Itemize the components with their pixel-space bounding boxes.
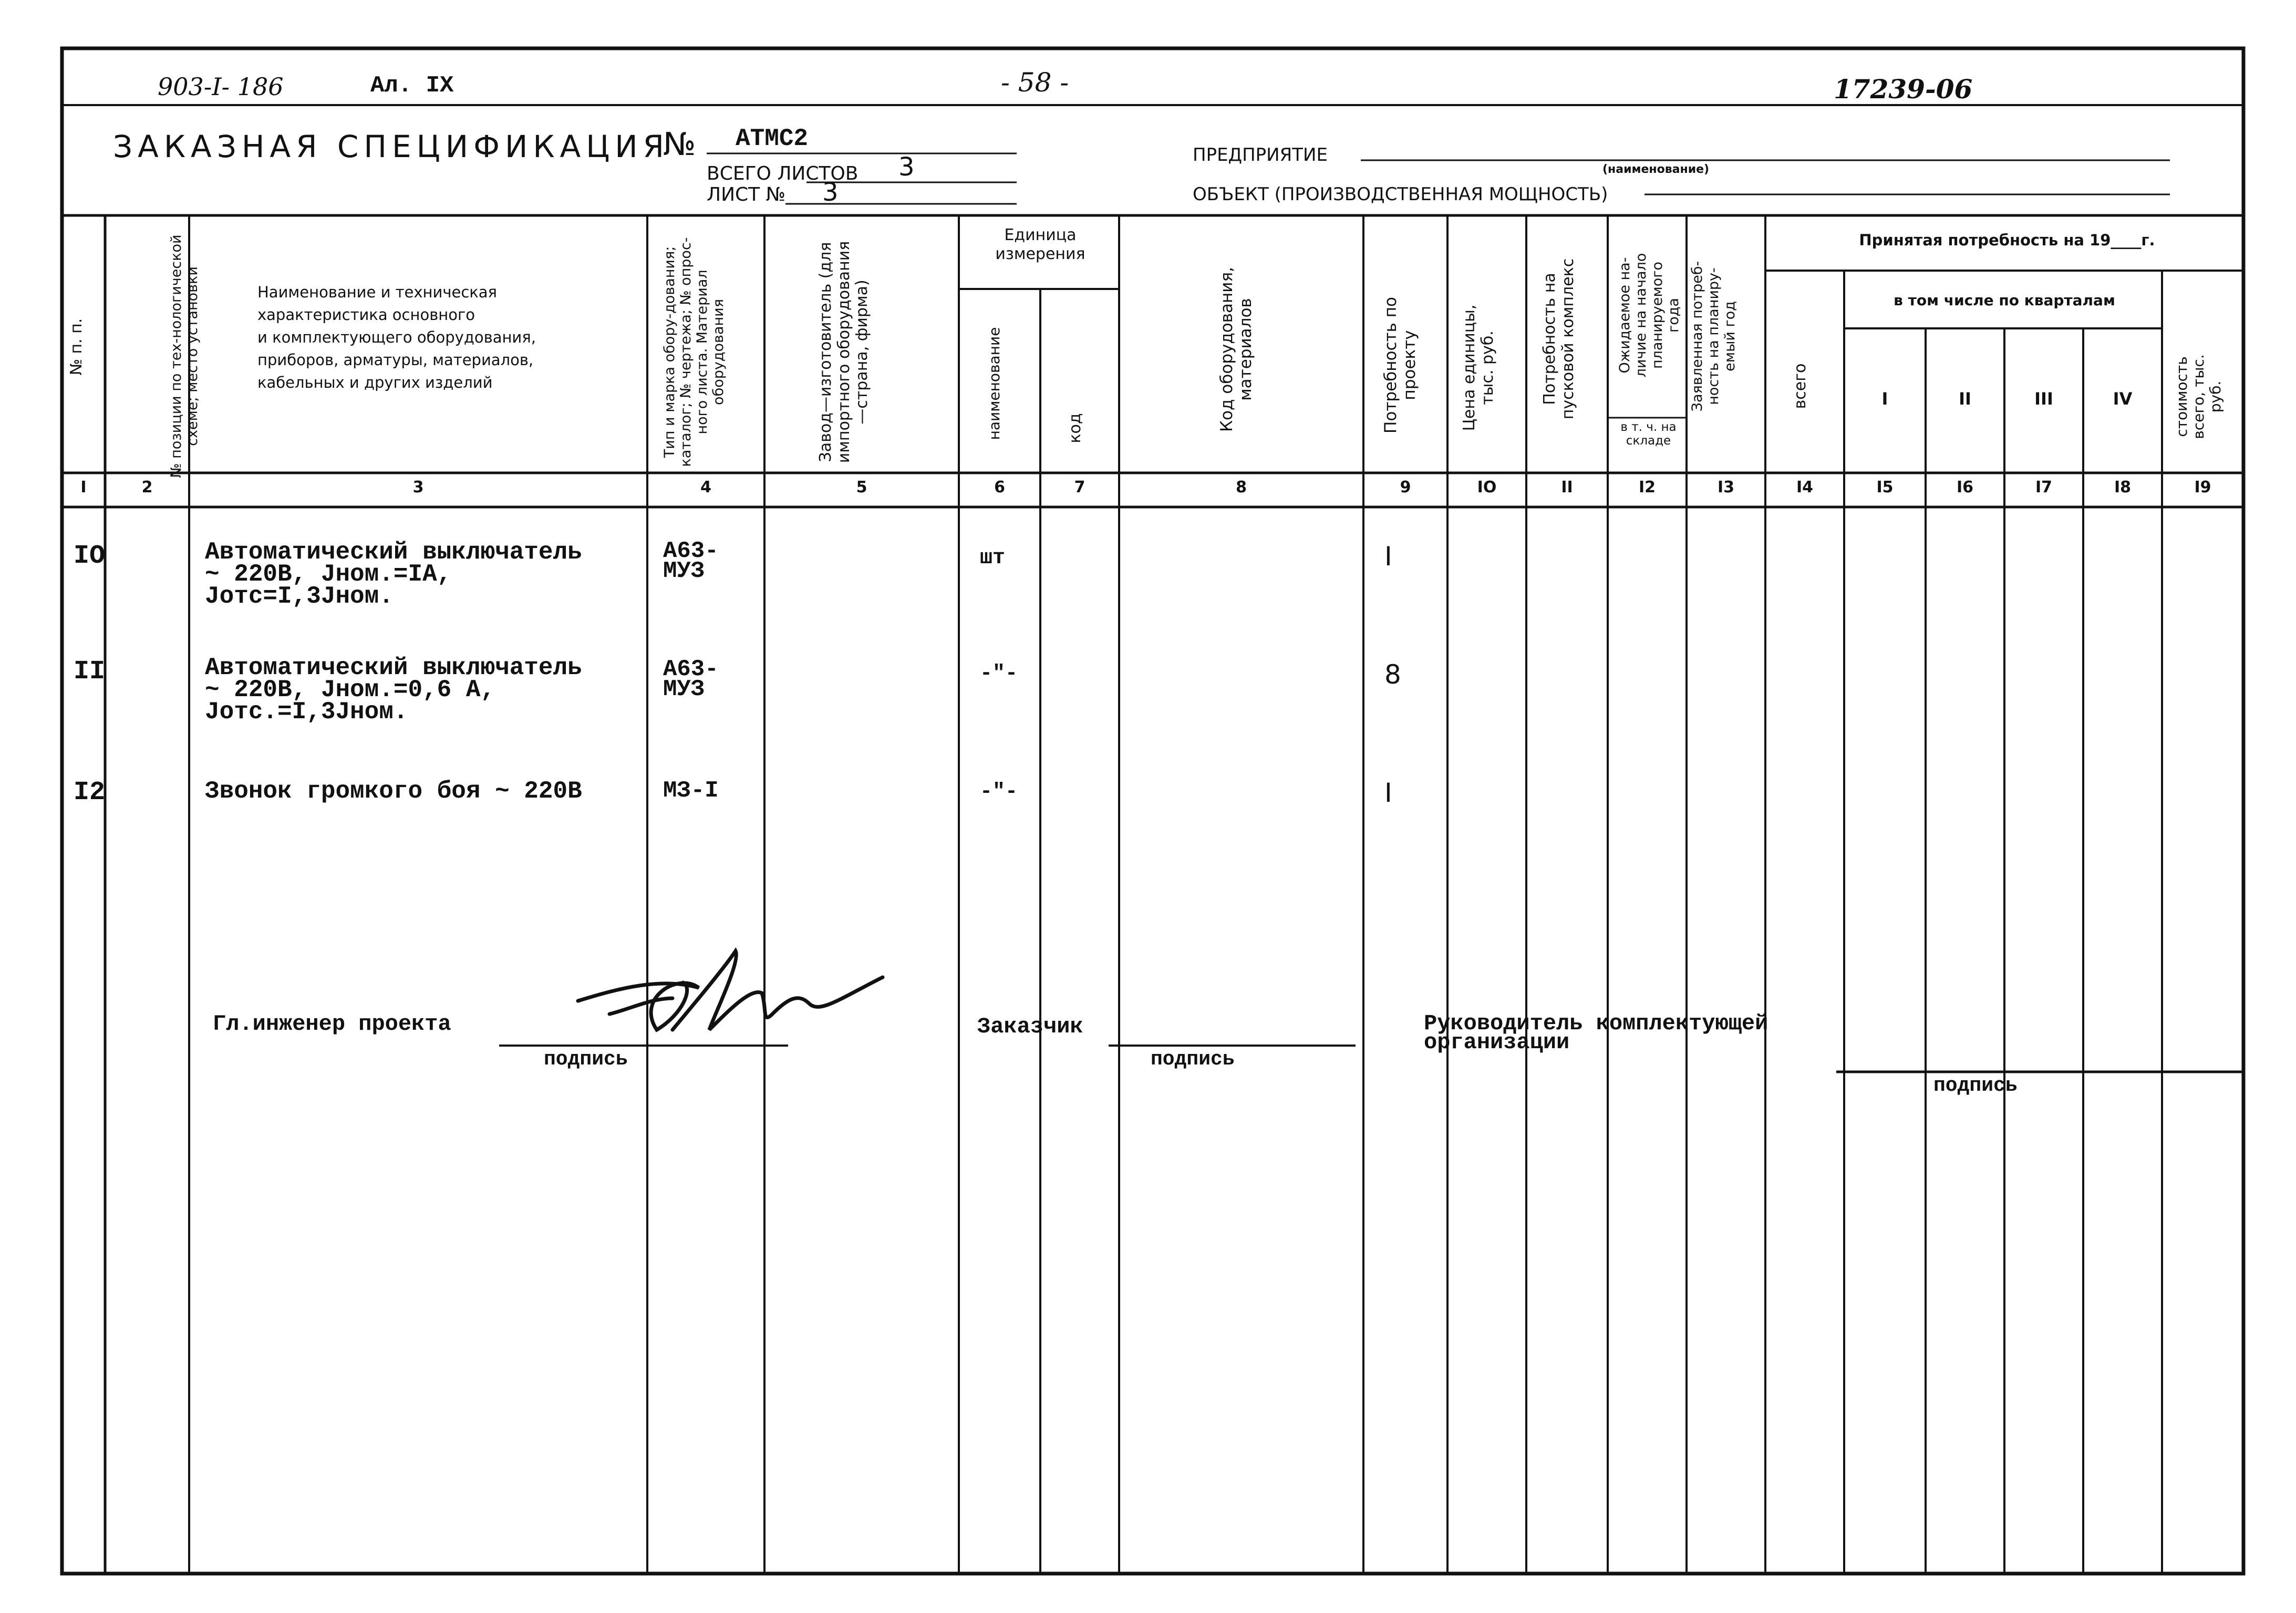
col-header-6: наименование [986,327,1003,440]
col-header-2: № позиции по тех-нологической схеме; место установки [168,234,201,478]
quarters-group-header: в том числе по кварталам [1894,292,2115,309]
supplier-label-line-1: Руководитель комплектующей [1424,1011,1768,1036]
col-header-12: Ожидаемое на-личие на начало планируемого года [1617,253,1682,378]
column-number: 8 [1236,478,1247,497]
number-label: № [663,126,696,163]
col-header-3 [257,281,536,394]
item-name-line: Автоматический выключатель [205,654,582,681]
supplier-label-line-2: организации [1424,1030,1570,1055]
column-number: 4 [700,478,711,497]
col-header-7: код [1066,413,1084,443]
supplier-label [1424,1011,1768,1055]
column-number: 2 [141,478,153,497]
column-number: 7 [1074,478,1085,497]
specification-number: АТМС2 [736,125,809,152]
col-header-19: стоимость всего, тыс. руб. [2173,354,2225,439]
col-header-12-sub: в т. ч. на складе [1620,420,1677,448]
column-number: I6 [1956,478,1974,497]
col-header-18: IV [2113,389,2133,409]
col-header-11: Потребность на пусковой комплекс [1540,258,1577,420]
item-name: Звонок громкого боя ~ 220В [205,778,582,805]
sheet-value: 3 [822,178,839,207]
column-number: I2 [1638,478,1656,497]
item-type-line: А63- [663,656,719,683]
column-number: 5 [856,478,867,497]
item-name [205,654,582,726]
specification-title: ЗАКАЗНАЯ СПЕЦИФИКАЦИЯ [113,129,669,164]
column-number: 6 [994,478,1005,497]
column-number: I7 [2035,478,2053,497]
item-quantity: I [1384,541,1392,572]
item-unit: -"- [980,780,1018,804]
item-name-line: ~ 220В, Јном.=IA, [205,561,452,588]
customer-sign-caption: подпись [1151,1048,1235,1071]
total-sheets-label: ВСЕГО ЛИСТОВ [707,163,859,184]
col-header-9: Потребность по проекту [1381,297,1419,433]
chief-engineer-sign-caption: подпись [544,1048,628,1071]
column-number: I9 [2194,478,2211,497]
col-header-10: Цена единицы, тыс. руб. [1460,304,1497,431]
signature-scribble [578,951,883,1030]
item-type-line: А63- [663,538,719,564]
column-number: I3 [1717,478,1735,497]
item-unit: шт [980,546,1006,570]
enterprise-label: ПРЕДПРИЯТИЕ [1193,144,1328,166]
column-number: I5 [1876,478,1894,497]
row-number: II [74,657,106,687]
column-number: 9 [1400,478,1411,497]
column-number: II [1561,478,1573,497]
item-type [663,538,719,584]
item-quantity: I [1384,778,1392,808]
object-label: ОБЪЕКТ (ПРОИЗВОДСТВЕННАЯ МОЩНОСТЬ) [1193,184,1608,205]
total-sheets-value: 3 [898,152,915,182]
stamp-number: 17239-06 [1834,74,1973,105]
item-type-line: МУЗ [663,676,705,702]
column-number: I [80,478,87,497]
col-header-13: Заявленная потреб-ность на планиру-емый год [1689,261,1739,412]
item-name-line: ~ 220В, Јном.=0,6 А, [205,676,495,704]
col-header-3-line-1: Наименование и техническая [257,283,497,301]
sheet-label: ЛИСТ № [707,184,786,205]
column-number: IO [1477,478,1497,497]
col-header-14: всего [1791,363,1809,409]
col-header-1: № п. п. [67,318,86,376]
supplier-sign-caption: подпись [1933,1074,2018,1097]
col-header-5: Завод—изготовитель (для импортного оборудования —страна, фирма) [816,241,871,463]
column-number: I8 [2114,478,2132,497]
col-header-15: I [1881,389,1888,409]
item-name-line: Јотс=I,3Јном. [205,583,394,610]
col-header-3-line-4: приборов, арматуры, материалов, [257,351,534,369]
col-header-17: III [2034,389,2053,409]
item-name [205,539,582,610]
chief-engineer-label: Гл.инженер проекта [213,1011,451,1037]
item-unit: -"- [980,662,1018,686]
unit-group-header: Единица измерения [995,226,1085,263]
col-header-4: Тип и марка обору-дования; каталог; № чертежа; № опрос-ного листа. Материал оборудования [661,237,727,467]
col-header-16: II [1959,389,1971,409]
item-type [663,656,719,702]
col-header-3-line-5: кабельных и других изделий [257,374,493,391]
item-type: МЗ-I [663,778,719,804]
row-number: IO [74,541,106,571]
col-header-8: Код оборудования, материалов [1217,267,1255,432]
item-type-line: МУЗ [663,558,705,584]
item-name-line: Автоматический выключатель [205,539,582,566]
column-number: 3 [412,478,424,497]
row-number: I2 [74,778,106,808]
col-header-3-line-3: и комплектующего оборудования, [257,328,536,346]
col-header-3-line-2: характеристика основного [257,306,475,324]
accepted-group-header: Принятая потребность на 19____г. [1859,231,2155,249]
customer-label: Заказчик [977,1014,1083,1039]
document-code: 903-I- 186 [158,73,284,101]
album-number: Ал. IX [370,73,454,99]
enterprise-hint: (наименование) [1602,163,1710,176]
page-number: - 58 - [1001,67,1069,98]
item-name-line: Јотс.=I,3Јном. [205,698,408,726]
item-quantity: 8 [1384,659,1401,690]
column-number: I4 [1796,478,1814,497]
